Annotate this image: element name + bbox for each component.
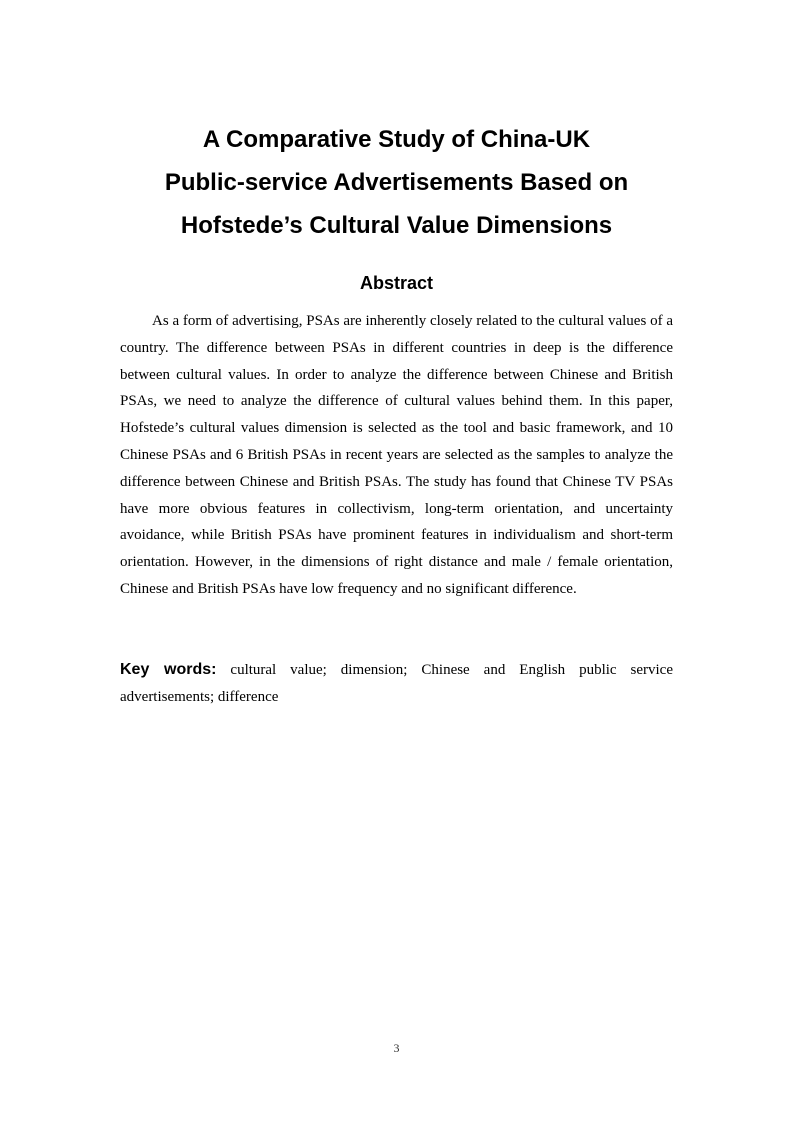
- paper-title: [100, 118, 693, 247]
- keywords-text: cultural value; dimension; Chinese and English public service advertisements; difference: [120, 662, 673, 705]
- page-number: 3: [393, 1041, 400, 1055]
- title-line-2: Public-service Advertisements Based on: [164, 169, 629, 196]
- keywords-label: Key words:: [120, 661, 217, 678]
- keywords-section: [120, 656, 673, 711]
- abstract-paragraph: As a form of advertising, PSAs are inherently closely related to the cultural values of a country. The difference between PSAs in different countries in deep is the difference between cultural values. In order to analyze the difference between Chinese and British PSAs, we need to analyze the difference of cultural values behind them. In this paper, Hofstede’s cultural values dimension is selected as the tool and basic framework, and 10 Chinese PSAs and 6 British PSAs in recent years are selected as the samples to analyze the difference between Chinese and British PSAs. The study has found that Chinese TV PSAs have more obvious features in collectivism, long-term orientation, and uncertainty avoidance, while British PSAs have prominent features in individualism and short-term orientation. However, in the dimensions of right distance and male / female orientation, Chinese and British PSAs have low frequency and no significant difference.: [120, 313, 673, 597]
- title-line-1: A Comparative Study of China-UK: [202, 126, 591, 153]
- abstract-heading: Abstract: [359, 273, 434, 293]
- title-line-3: Hofstede’s Cultural Value Dimensions: [180, 212, 613, 239]
